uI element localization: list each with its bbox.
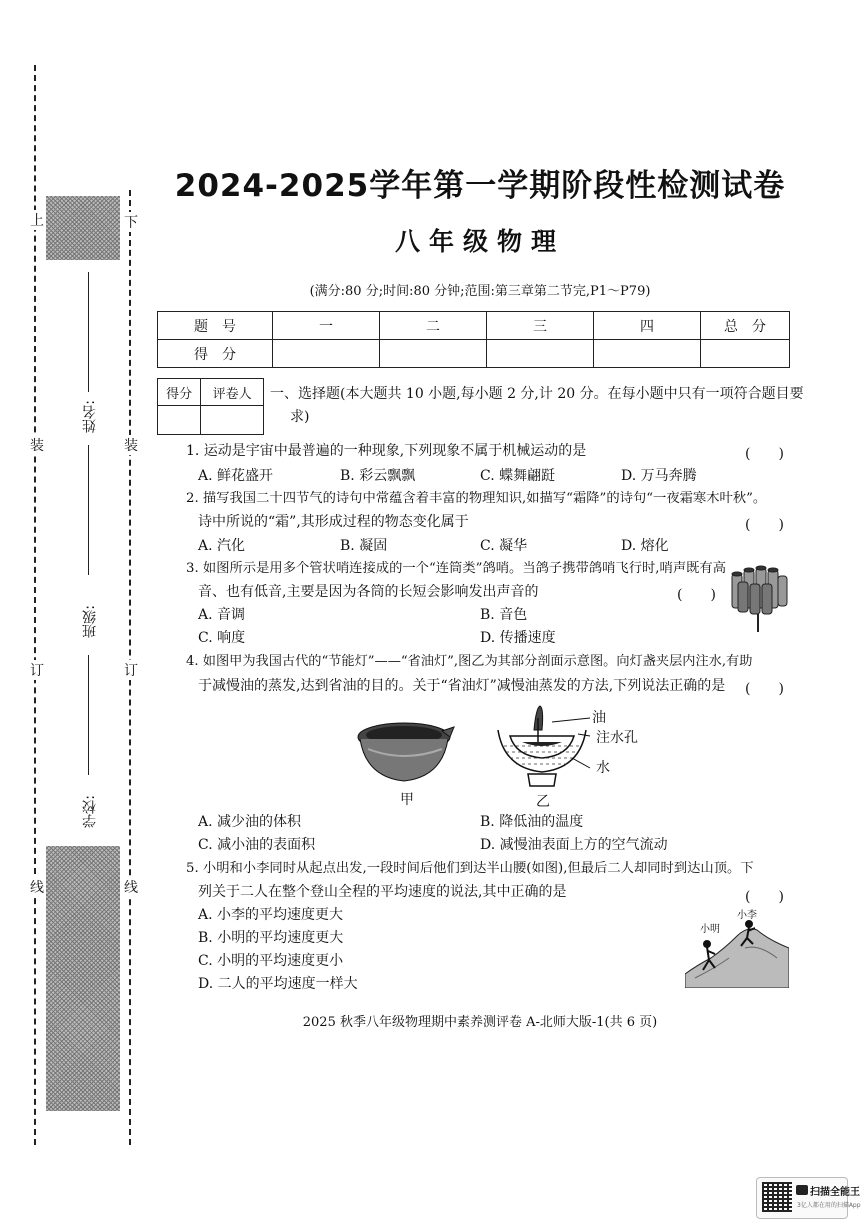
score-header-cell: 总 分 xyxy=(701,312,790,340)
fig-yi-caption: 乙 xyxy=(536,794,550,810)
name-field-line[interactable] xyxy=(88,272,89,392)
margin-label-zhuang-left: 装 xyxy=(30,435,44,455)
q3-option-c: C. 响度 xyxy=(198,630,246,646)
q4-option-a: A. 减少油的体积 xyxy=(198,814,302,830)
label-water-hole: 注水孔 xyxy=(596,730,638,746)
scanner-logo-icon xyxy=(796,1185,808,1195)
score-table xyxy=(157,311,790,368)
name-field-line-2[interactable] xyxy=(88,445,89,575)
exam-title: 2024-2025学年第一学期阶段性检测试卷 xyxy=(174,168,786,204)
q1-answer-paren[interactable]: ( ) xyxy=(745,446,784,462)
label-xiaoli: 小李 xyxy=(737,910,757,921)
label-water: 水 xyxy=(596,760,610,776)
q1-option-a: A. 鲜花盛开 xyxy=(198,468,274,484)
label-xiaoming: 小明 xyxy=(700,924,720,935)
q4-stem-cont: 于减慢油的蒸发,达到省油的目的。关于“省油灯”减慢油蒸发的方法,下列说法正确的是 xyxy=(198,678,726,694)
score-table-header-row xyxy=(158,312,790,340)
watermark-subtext: 3亿人都在用的扫描App xyxy=(797,1202,861,1209)
oil-lamp-photo-jia xyxy=(354,715,458,787)
name-field-label: 姓名: xyxy=(82,400,98,433)
q5-answer-paren[interactable]: ( ) xyxy=(745,889,784,905)
q5-option-d: D. 二人的平均速度一样大 xyxy=(198,976,358,992)
margin-label-up: 上 xyxy=(30,210,44,230)
exam-subtitle: 八年级物理 xyxy=(394,227,565,256)
score-cell[interactable] xyxy=(487,340,594,368)
label-oil: 油 xyxy=(592,710,606,726)
q5-stem: 5. 小明和小李同时从起点出发,一段时间后他们到达半山腰(如图),但最后二人却同时到达山顶。下 xyxy=(186,861,754,876)
q2-stem-cont: 诗中所说的“霜”,其形成过程的物态变化属于 xyxy=(198,514,469,530)
q5-option-a: A. 小李的平均速度更大 xyxy=(198,907,344,923)
exam-info: (满分:80 分;时间:80 分钟;范围:第三章第二节完,P1～P79) xyxy=(309,284,651,299)
q3-answer-paren[interactable]: ( ) xyxy=(677,587,716,603)
q4-option-d: D. 减慢油表面上方的空气流动 xyxy=(480,837,668,853)
watermark-brand: 扫描全能王 xyxy=(810,1187,860,1198)
page-footer: 2025 秋季八年级物理期中素养测评卷 A-北师大版-1(共 6 页) xyxy=(302,1015,658,1030)
score-cell[interactable] xyxy=(594,340,701,368)
margin-label-zhuang-right: 装 xyxy=(124,435,138,455)
q3-stem-cont: 音、也有低音,主要是因为各筒的长短会影响发出声音的 xyxy=(198,584,539,600)
oil-lamp-diagram-yi xyxy=(494,702,592,788)
q1-stem: 1. 运动是宇宙中最普遍的一种现象,下列现象不属于机械运动的是 xyxy=(186,443,587,459)
grader-score-cell[interactable] xyxy=(158,406,201,435)
class-field-line[interactable] xyxy=(88,655,89,775)
q4-option-c: C. 减小油的表面积 xyxy=(198,837,316,853)
grader-name-cell[interactable] xyxy=(201,406,264,435)
hatched-block-bottom xyxy=(46,846,120,1111)
q2-answer-paren[interactable]: ( ) xyxy=(745,517,784,533)
q2-option-b: B. 凝固 xyxy=(340,538,388,554)
margin-label-down: 下 xyxy=(124,212,138,232)
q2-option-a: A. 汽化 xyxy=(198,538,246,554)
section1-heading: 一、选择题(本大题共 10 小题,每小题 2 分,计 20 分。在每小题中只有一项符合题目要 xyxy=(270,386,804,402)
q5-stem-cont: 列关于二人在整个登山全程的平均速度的说法,其中正确的是 xyxy=(198,884,567,900)
fig-jia-caption: 甲 xyxy=(400,792,414,808)
q4-option-b: B. 降低油的温度 xyxy=(480,814,584,830)
score-cell[interactable] xyxy=(380,340,487,368)
school-field-label: 学校: xyxy=(82,795,98,828)
q2-option-c: C. 凝华 xyxy=(480,538,528,554)
margin-label-ding-left: 订 xyxy=(30,660,44,680)
q1-option-c: C. 蝶舞翩跹 xyxy=(480,468,556,484)
score-header-cell: 二 xyxy=(380,312,487,340)
class-field-label: 班级: xyxy=(82,605,98,638)
margin-label-xian-left: 线 xyxy=(30,877,44,897)
q3-option-a: A. 音调 xyxy=(198,607,246,623)
score-header-cell: 四 xyxy=(594,312,701,340)
score-cell[interactable] xyxy=(701,340,790,368)
score-table-score-row xyxy=(158,340,790,368)
score-header-cell: 题 号 xyxy=(158,312,273,340)
score-cell[interactable] xyxy=(273,340,380,368)
pigeon-whistle-figure xyxy=(728,562,790,634)
margin-label-xian-right: 线 xyxy=(124,877,138,897)
q3-stem: 3. 如图所示是用多个管状哨连接成的一个“连筒类”鸽哨。当鸽子携带鸽哨飞行时,哨声既有高 xyxy=(186,561,727,576)
section1-heading-cont: 求) xyxy=(290,409,310,425)
q2-stem: 2. 描写我国二十四节气的诗句中常蕴含着丰富的物理知识,如描写“霜降”的诗句“一夜霜寒木叶秋”。 xyxy=(186,491,767,506)
q1-option-d: D. 万马奔腾 xyxy=(621,468,697,484)
q1-option-b: B. 彩云飘飘 xyxy=(340,468,416,484)
score-row-label: 得 分 xyxy=(158,340,273,368)
grader-name-label: 评卷人 xyxy=(201,379,264,406)
q3-option-d: D. 传播速度 xyxy=(480,630,556,646)
margin-label-ding-right: 订 xyxy=(124,660,138,680)
grader-table xyxy=(157,378,264,435)
grader-score-label: 得分 xyxy=(158,379,201,406)
q5-option-b: B. 小明的平均速度更大 xyxy=(198,930,344,946)
hatched-block-top xyxy=(46,196,120,260)
score-header-cell: 一 xyxy=(273,312,380,340)
q3-option-b: B. 音色 xyxy=(480,607,528,623)
q4-stem: 4. 如图甲为我国古代的“节能灯”——“省油灯”,图乙为其部分剖面示意图。向灯盏夹层内注水,有助 xyxy=(186,654,753,669)
score-header-cell: 三 xyxy=(487,312,594,340)
q2-option-d: D. 熔化 xyxy=(621,538,669,554)
q5-option-c: C. 小明的平均速度更小 xyxy=(198,953,344,969)
q4-answer-paren[interactable]: ( ) xyxy=(745,681,784,697)
qr-code-icon xyxy=(762,1182,792,1212)
